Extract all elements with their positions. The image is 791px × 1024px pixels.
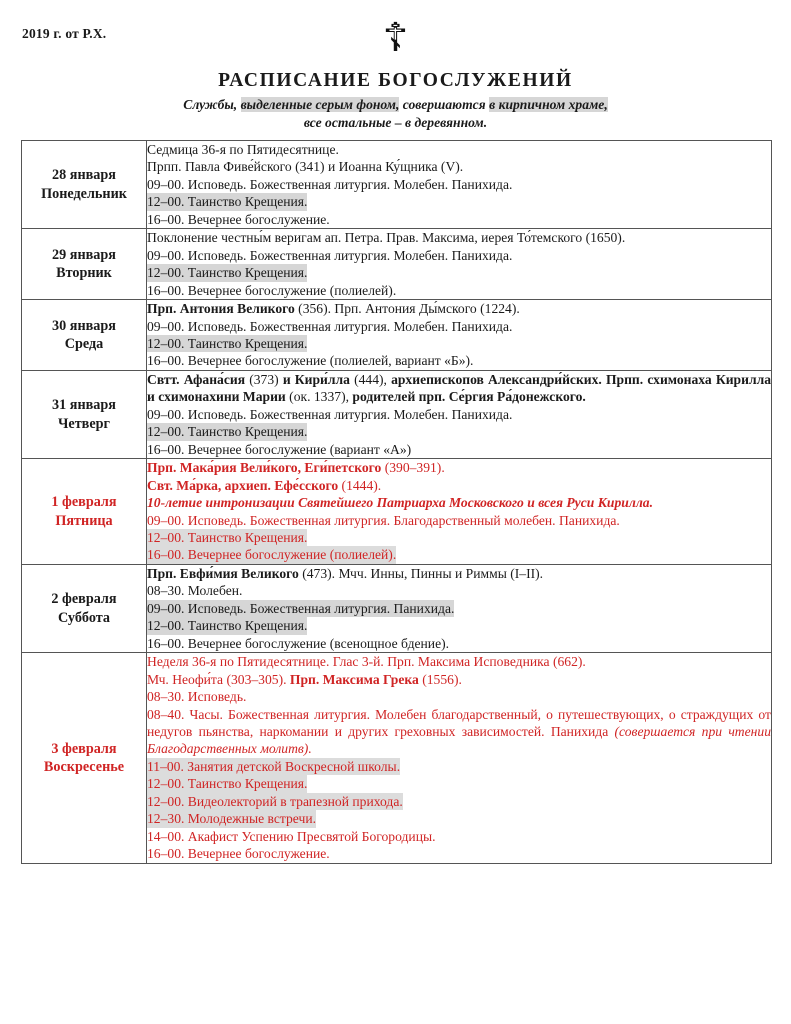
service-text: 12–00. Таинство Крещения. [147, 265, 308, 281]
service-text: 16–00. Вечернее богослужение (полиелей). [147, 547, 397, 563]
service-line [147, 671, 771, 688]
service-saint: Прп. Мака́рия Вели́кого, Еги́петского [147, 460, 382, 476]
date-cell [22, 370, 147, 458]
service-text: 09–00. Исповедь. Божественная литургия. Молебен. Панихида. [147, 318, 513, 334]
subtitle [86, 96, 706, 132]
schedule-rows [22, 141, 772, 864]
service-line [147, 352, 771, 369]
service-text: 08–40. Часы. Божественная литургия. Молебен благодарственный, о путешествующих, о страждущих от недугов пьянства, наркомании и других греховных зависимостей. Панихида [147, 706, 771, 739]
service-line [147, 247, 771, 264]
service-text: 12–00. Видеолекторий в трапезной прихода. [147, 793, 403, 809]
table-row [22, 564, 772, 652]
date-day: 3 февраля [51, 740, 117, 757]
service-line [147, 828, 771, 845]
service-line [147, 335, 307, 352]
commemoration-header: Свтт. Афана́сия (373) и Кири́лла (444), архиепископов Александри́йских. Прпп. схимонаха Кирилла и схимонахини Марии (ок. 1337), родителей прп. Се́ргия Ра́донежского. [147, 371, 771, 405]
service-text: (473). Мчч. Инны, Пинны и Риммы (I–II). [298, 565, 544, 581]
commemoration-header: Неделя 36-я по Пятидесятнице. Глас 3-й. Прп. Максима Исповедника (662). [147, 654, 586, 670]
date-weekday: Четверг [58, 415, 110, 432]
service-text: 12–00. Таинство Крещения. [147, 194, 308, 210]
date-weekday: Пятница [55, 512, 113, 529]
date-cell [22, 564, 147, 652]
service-line [147, 406, 771, 423]
date-day: 28 января [52, 167, 116, 184]
service-saint: Прп. Максима Грека [289, 671, 419, 687]
service-line [147, 758, 400, 775]
services-cell [147, 459, 772, 565]
subtitle-part-2-highlighted: выделенные серым фоном, [240, 97, 400, 112]
date-weekday: Вторник [56, 265, 112, 282]
service-line [147, 441, 771, 458]
service-line [147, 565, 771, 582]
service-line [147, 193, 307, 210]
service-text: Седмица 36-я по Пятидесятнице. [147, 142, 339, 157]
service-line [147, 318, 771, 335]
table-row [22, 370, 772, 458]
service-text: 16–00. Вечернее богослужение (полиелей). [147, 282, 397, 298]
service-emphasis: 10-летие интронизации Святейшего Патриарха Московского и всея Руси Кирилла. [147, 495, 653, 511]
service-line [147, 282, 771, 299]
service-text: 16–00. Вечернее богослужение. [147, 211, 330, 227]
service-line [147, 158, 771, 175]
services-cell [147, 564, 772, 652]
service-line [147, 529, 307, 546]
service-saint: Прп. Антония Великого [147, 301, 295, 317]
service-line [147, 459, 771, 476]
service-text: 16–00. Вечернее богослужение. [147, 846, 330, 862]
subtitle-part-4-highlighted: в кирпичном храме, [489, 97, 608, 112]
service-text: 16–00. Вечернее богослужение (вариант «А») [147, 441, 412, 457]
date-cell [22, 300, 147, 371]
service-text: 16–00. Вечернее богослужение (полиелей, вариант «Б»). [147, 353, 474, 369]
subtitle-part-3: совершаются [399, 97, 490, 112]
services-cell [147, 370, 772, 458]
service-text: 12–30. Молодежные встречи. [147, 811, 316, 827]
service-text: 09–00. Исповедь. Божественная литургия. Молебен. Панихида. [147, 247, 513, 263]
service-line [147, 582, 771, 599]
service-text: 12–00. Таинство Крещения. [147, 424, 308, 440]
date-cell [22, 653, 147, 863]
table-row [22, 653, 772, 863]
schedule-table [21, 140, 772, 864]
date-weekday: Понедельник [41, 185, 127, 202]
service-text: 09–00. Исповедь. Божественная литургия. Молебен. Панихида. [147, 176, 513, 192]
service-line [147, 211, 771, 228]
service-text: (390–391). [381, 460, 445, 476]
year-stamp: 2019 г. от Р.Х. [22, 26, 107, 41]
service-text: 12–00. Таинство Крещения. [147, 618, 308, 634]
service-line [147, 264, 307, 281]
service-text: Прпп. Павла Фиве́йского (341) и Иоанна Ку́щника (V). [147, 159, 464, 175]
service-text: 09–00. Исповедь. Божественная литургия. Благодарственный молебен. Панихида. [147, 512, 620, 528]
service-text: 12–00. Таинство Крещения. [147, 776, 308, 792]
service-line [147, 635, 771, 652]
table-row [22, 141, 772, 229]
date-cell [22, 229, 147, 300]
table-row [22, 300, 772, 371]
date-day: 29 января [52, 247, 116, 263]
service-line [147, 775, 307, 792]
services-cell [147, 229, 772, 300]
service-line [147, 300, 771, 317]
date-weekday: Среда [64, 335, 104, 352]
service-text: (1556). [418, 671, 462, 687]
service-line [147, 494, 771, 511]
service-text: (356). Прп. Антония Ды́мского (1224). [294, 301, 520, 317]
date-day: 30 января [52, 317, 116, 334]
service-text: 16–00. Вечернее богослужение (всенощное бдение). [147, 635, 450, 651]
date-weekday: Суббота [58, 609, 110, 626]
service-text: Мч. Неофи́та (303–305). [147, 671, 290, 687]
service-text: 09–00. Исповедь. Божественная литургия. Молебен. Панихида. [147, 406, 513, 422]
service-text: 09–00. Исповедь. Божественная литургия. Панихида. [147, 600, 455, 616]
table-row [22, 459, 772, 565]
service-line [147, 793, 403, 810]
service-line [147, 688, 771, 705]
services-cell [147, 141, 772, 229]
date-cell [22, 459, 147, 565]
service-line [147, 141, 771, 158]
service-line [147, 845, 771, 862]
service-line [147, 706, 771, 758]
service-line [147, 512, 771, 529]
service-line [147, 546, 396, 563]
service-line [147, 810, 316, 827]
service-line [147, 423, 307, 440]
date-day: 31 января [52, 397, 116, 414]
service-line [147, 617, 307, 634]
service-text: 12–00. Таинство Крещения. [147, 529, 308, 545]
page-title: РАСПИСАНИЕ БОГОСЛУЖЕНИЙ [218, 70, 573, 91]
service-text: 08–30. Молебен. [147, 583, 243, 599]
service-line [147, 600, 454, 617]
service-line [147, 229, 771, 246]
service-text: 12–00. Таинство Крещения. [147, 335, 308, 351]
table-row [22, 229, 772, 300]
date-day: 1 февраля [51, 494, 117, 511]
services-cell [147, 300, 772, 371]
service-text: Поклонение честны́м веригам ап. Петра. Прав. Максима, иерея То́темского (1650). [147, 230, 626, 246]
service-note: (совершается при чтении Благодарственных молитв). [147, 723, 771, 757]
service-saint: Прп. Евфи́мия Великого [147, 565, 299, 581]
cross-header-area [0, 0, 791, 64]
service-text: (1444). [338, 477, 382, 493]
service-text: 11–00. Занятия детской Воскресной школы. [147, 758, 401, 774]
date-day: 2 февраля [51, 591, 117, 608]
subtitle-line-2: все остальные – в деревянном. [303, 115, 488, 131]
date-weekday: Воскресенье [43, 758, 125, 775]
orthodox-cross-icon: ☦ [382, 15, 409, 61]
service-line [147, 176, 771, 193]
service-line [147, 477, 771, 494]
service-text: 08–30. Исповедь. [147, 689, 247, 705]
date-cell [22, 141, 147, 229]
services-cell [147, 653, 772, 863]
subtitle-part-1: Службы, [183, 97, 241, 112]
service-text: 14–00. Акафист Успению Пресвятой Богородицы. [147, 828, 436, 844]
service-saint: Свт. Ма́рка, архиеп. Ефе́сского [147, 477, 339, 493]
